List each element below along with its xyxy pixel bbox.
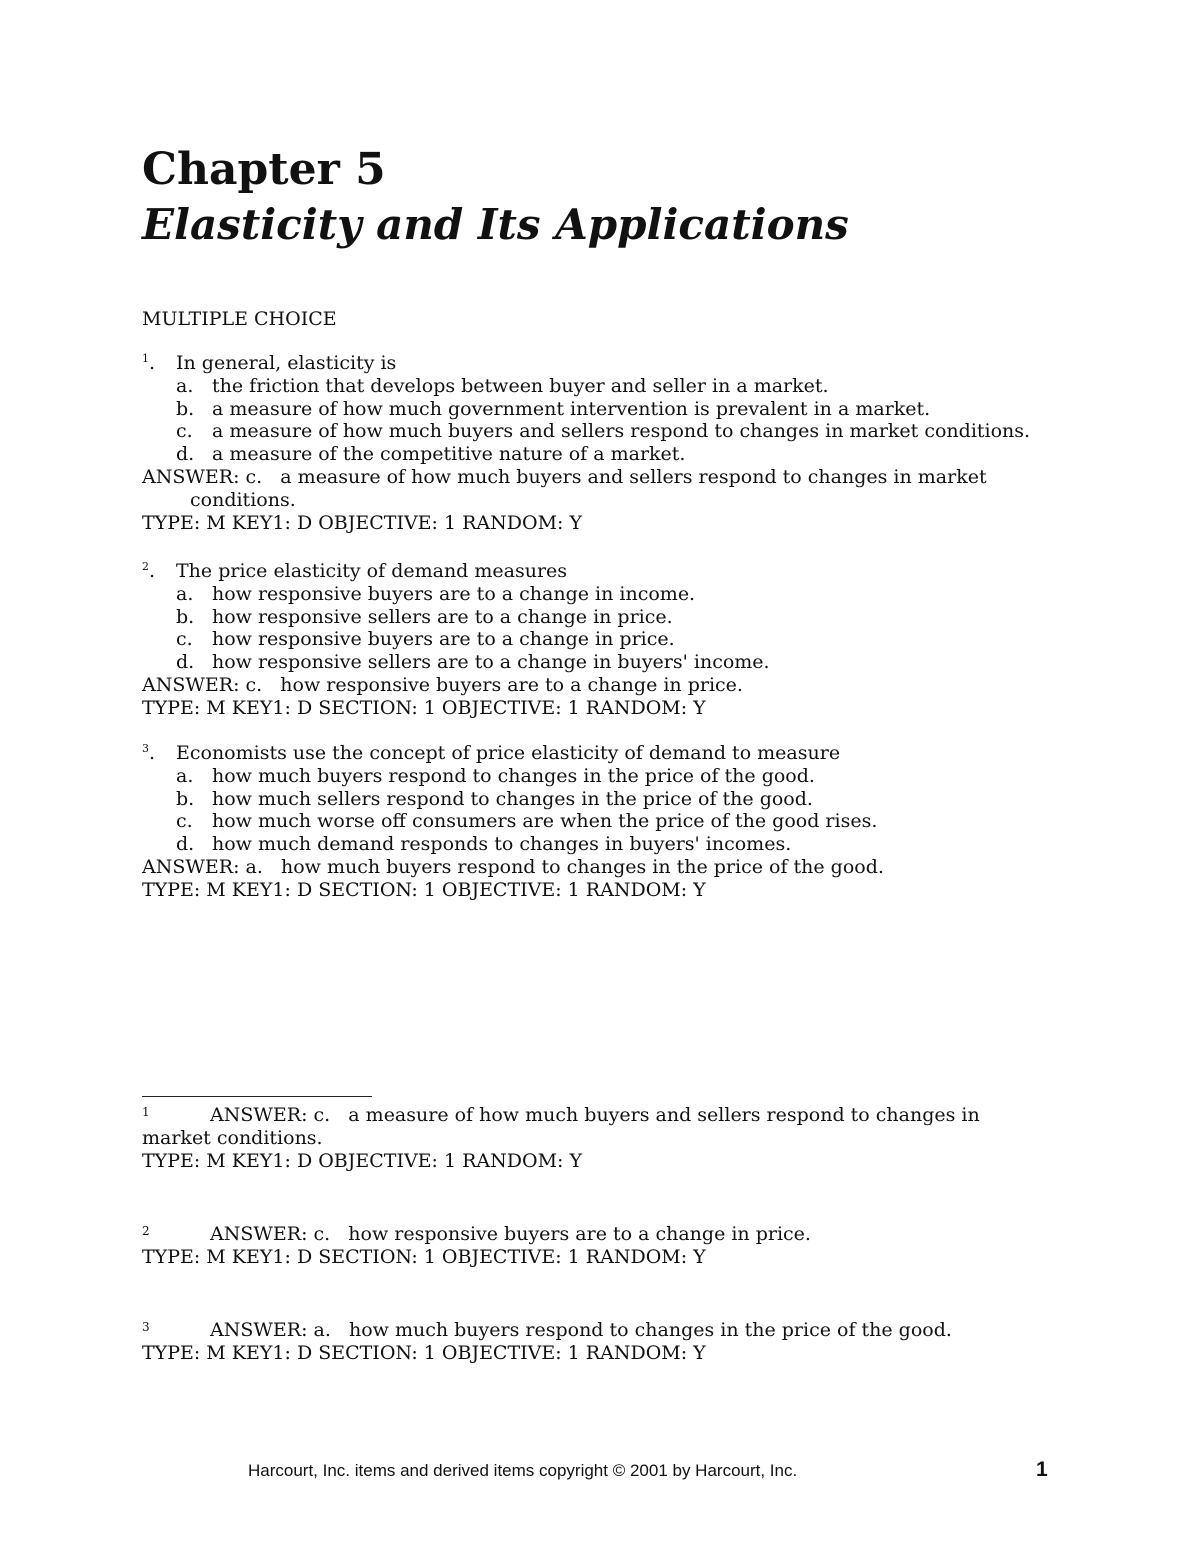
question-text: The price elasticity of demand measures [176,560,568,582]
answer-option-b: b. a measure of how much government intervention is prevalent in a market. [176,397,931,420]
answer-line: ANSWER: a. how much buyers respond to changes in the price of the good. [142,855,884,878]
type-line: TYPE: M KEY1: D SECTION: 1 OBJECTIVE: 1 RANDOM: Y [142,878,706,901]
question-stem [142,742,1102,765]
question-text: Economists use the concept of price elasticity of demand to measure [176,742,841,764]
answer-option-b: b. how responsive sellers are to a change in price. [176,605,673,628]
footnote-type-line: TYPE: M KEY1: D SECTION: 1 OBJECTIVE: 1 RANDOM: Y [142,1341,706,1364]
question-2 [142,560,1102,720]
answer-option-b: b. how much sellers respond to changes in the price of the good. [176,787,813,810]
answer-option-c: c. how much worse off consumers are when the price of the good rises. [176,810,878,833]
answer-option-a: a. how much buyers respond to changes in the price of the good. [176,764,815,787]
footnote-mark: 2 [142,1224,150,1238]
question-number: $^2$. [142,560,156,582]
answer-line-continued: conditions. [190,488,296,511]
answer-option-d: d. a measure of the competitive nature of a market. [176,443,686,466]
section-heading: MULTIPLE CHOICE [142,308,337,330]
answer-option-c: c. how responsive buyers are to a change in price. [176,628,675,651]
footnote-text: ANSWER: c. how responsive buyers are to a change in price. [210,1223,811,1245]
question-stem [142,560,1102,583]
page-number: 1 [1036,1458,1048,1481]
question-number: $^1$. [142,352,156,374]
question-1 [142,352,1102,534]
footnote-type-line: TYPE: M KEY1: D SECTION: 1 OBJECTIVE: 1 RANDOM: Y [142,1245,706,1268]
footnote-text: ANSWER: c. a measure of how much buyers and sellers respond to changes in [210,1104,980,1126]
footnote-3 [142,1319,1102,1365]
answer-line: ANSWER: c. a measure of how much buyers and sellers respond to changes in market [142,465,987,488]
footnote-text: ANSWER: a. how much buyers respond to changes in the price of the good. [210,1319,952,1341]
type-line: TYPE: M KEY1: D OBJECTIVE: 1 RANDOM: Y [142,511,583,534]
answer-option-d: d. how responsive sellers are to a change in buyers' income. [176,651,770,674]
footnote-1 [142,1104,1102,1172]
question-3 [142,742,1102,902]
copyright-footer: Harcourt, Inc. items and derived items copyright © 2001 by Harcourt, Inc. [248,1461,798,1480]
footnote-type-line: TYPE: M KEY1: D OBJECTIVE: 1 RANDOM: Y [142,1149,583,1172]
footnote-2 [142,1223,1102,1269]
chapter-title: Chapter 5 [142,144,386,195]
chapter-subtitle: Elasticity and Its Applications [142,200,849,249]
type-line: TYPE: M KEY1: D SECTION: 1 OBJECTIVE: 1 RANDOM: Y [142,696,706,719]
answer-option-d: d. how much demand responds to changes in buyers' incomes. [176,833,792,856]
footnote-mark: 1 [142,1105,150,1119]
question-text: In general, elasticity is [176,352,397,374]
answer-option-a: a. how responsive buyers are to a change in income. [176,582,696,605]
answer-option-c: c. a measure of how much buyers and sellers respond to changes in market conditions. [176,420,1031,443]
footnote-separator [142,1096,372,1097]
footnote-text-continued: market conditions. [142,1126,323,1149]
question-number: $^3$. [142,742,156,764]
answer-option-a: a. the friction that develops between buyer and seller in a market. [176,374,829,397]
footnote-mark: 3 [142,1320,150,1334]
answer-line: ANSWER: c. how responsive buyers are to a change in price. [142,673,743,696]
question-stem [142,352,1102,375]
